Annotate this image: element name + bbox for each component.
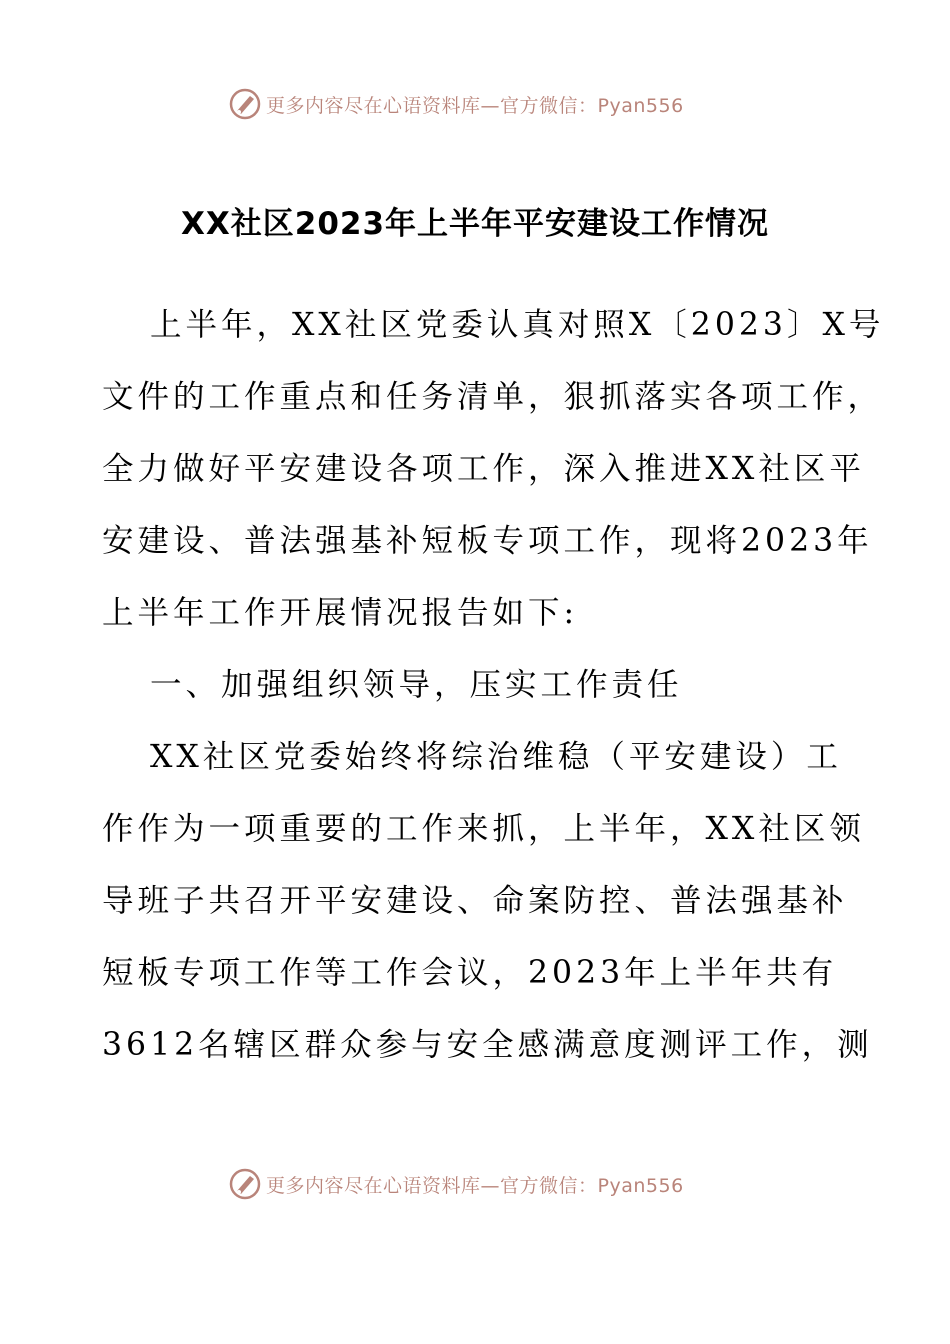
- watermark-header: [228, 84, 684, 124]
- paragraph-line: 导班子共召开平安建设、命案防控、普法强基补: [102, 883, 848, 919]
- paragraph-line: XX社区党委始终将综治维稳（平安建设）工: [150, 739, 842, 775]
- watermark-text: 更多内容尽在心语资料库—官方微信：Pyan556: [266, 1174, 684, 1197]
- watermark-footer: [228, 1164, 684, 1204]
- paragraph-line: 安建设、普法强基补短板专项工作，现将2023年: [102, 523, 873, 559]
- paragraph-line: 作作为一项重要的工作来抓，上半年，XX社区领: [102, 811, 865, 847]
- pen-nib-logo-icon: [228, 1167, 262, 1201]
- page-title: XX社区2023年上半年平安建设工作情况: [180, 206, 770, 242]
- paragraph-line: 上半年，XX社区党委认真对照X〔2023〕X号: [150, 307, 885, 343]
- section-heading: 一、加强组织领导，压实工作责任: [150, 667, 683, 703]
- pen-nib-logo-icon: [228, 87, 262, 121]
- paragraph-line: 全力做好平安建设各项工作，深入推进XX社区平: [102, 451, 865, 487]
- paragraph-line: 文件的工作重点和任务清单，狠抓落实各项工作，: [102, 379, 884, 415]
- paragraph-line: 3612名辖区群众参与安全感满意度测评工作，测: [102, 1027, 873, 1063]
- watermark-text: 更多内容尽在心语资料库—官方微信：Pyan556: [266, 94, 684, 117]
- paragraph-line: 上半年工作开展情况报告如下:: [102, 595, 579, 631]
- document-body: [102, 289, 885, 1081]
- paragraph-line: 短板专项工作等工作会议，2023年上半年共有: [102, 955, 838, 991]
